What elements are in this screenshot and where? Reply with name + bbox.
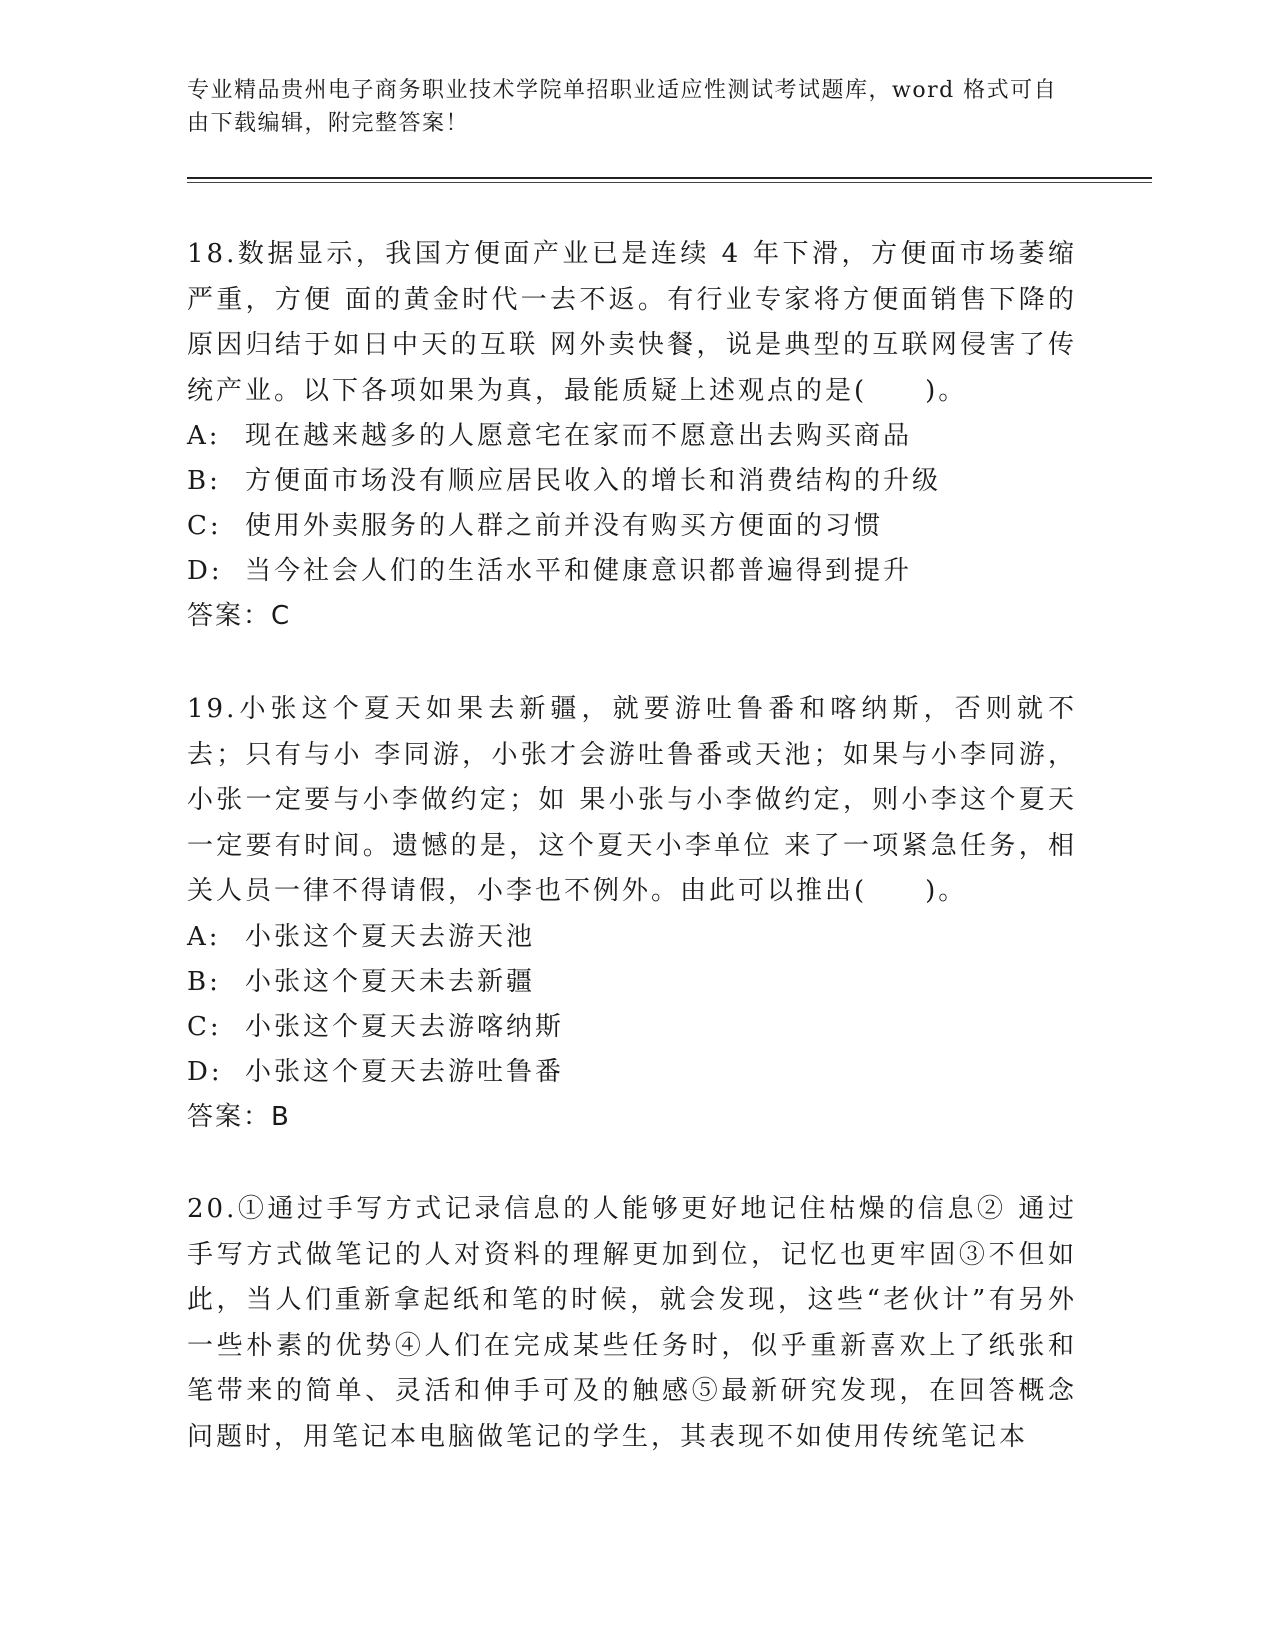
option-key: B: (187, 966, 221, 997)
answer-label: 答案：C (187, 601, 292, 631)
option-key: C: (187, 1011, 222, 1042)
option-text: 方便面市场没有顺应居民收入的增长和消费结构的升级 (245, 466, 942, 496)
option-c (187, 1005, 1077, 1050)
option-b (187, 960, 1077, 1005)
option-text: 小张这个夏天去游吐鲁番 (245, 1056, 565, 1087)
question-20 (187, 1187, 1077, 1460)
option-key: A: (187, 921, 221, 952)
option-key: A: (187, 421, 221, 451)
question-stem: 19.小张这个夏天如果去新疆，就要游吐鲁番和喀纳斯，否则就不去；只有与小 李同游，小张才会游吐鲁番或天池；如果与小李同游，小张一定要与小李做约定；如 果小张与小李做约定，则小李这个夏天一定要有时间。遗憾的是，这个夏天小李单位 来了一项紧急任务，相关人员一律不得请假，小李也不例外。由此可以推出( )。 (187, 694, 1077, 906)
option-text: 小张这个夏天去游喀纳斯 (245, 1011, 565, 1042)
question-stem: 20.①通过手写方式记录信息的人能够更好地记住枯燥的信息② 通过手写方式做笔记的人对资料的理解更加到位，记忆也更牢固③不但如此，当人们重新拿起纸和笔的时候，就会发现，这些“老伙计”有另外一些朴素的优势④人们在完成某些任务时，似乎重新喜欢上了纸张和笔带来的简单、灵活和伸手可及的触感⑤最新研究发现，在回答概念问题时，用笔记本电脑做笔记的学生，其表现不如使用传统笔记本 (187, 1194, 1077, 1452)
option-b (187, 459, 1077, 504)
option-d (187, 549, 1077, 594)
option-text: 小张这个夏天去游天池 (245, 921, 536, 952)
question-19 (187, 687, 1077, 1140)
option-key: B: (187, 466, 221, 496)
option-text: 现在越来越多的人愿意宅在家而不愿意出去购买商品 (245, 421, 913, 451)
page-header: 专业精品贵州电子商务职业技术学院单招职业适应性测试考试题库，word 格式可自由下载编辑，附完整答案！ (187, 78, 1058, 136)
option-a (187, 915, 1077, 960)
header-divider-thick (187, 177, 1152, 179)
option-a (187, 414, 1077, 459)
option-text: 使用外卖服务的人群之前并没有购买方便面的习惯 (245, 511, 884, 541)
option-text: 当今社会人们的生活水平和健康意识都普遍得到提升 (245, 556, 913, 586)
question-stem: 18.数据显示，我国方便面产业已是连续 4 年下滑，方便面市场萎缩严重，方便 面的黄金时代一去不返。有行业专家将方便面销售下降的原因归结于如日中天的互联 网外卖快餐，说是典型的互联网侵害了传统产业。以下各项如果为真，最能质疑上述观点的是( )。 (187, 239, 1077, 406)
answer-label: 答案：B (187, 1101, 291, 1132)
option-key: C: (187, 511, 222, 541)
option-key: D: (187, 556, 223, 586)
option-text: 小张这个夏天未去新疆 (245, 966, 536, 997)
option-c (187, 504, 1077, 549)
option-key: D: (187, 1056, 223, 1087)
question-18 (187, 232, 1077, 639)
header-divider-thin (187, 182, 1152, 183)
option-d (187, 1050, 1077, 1095)
